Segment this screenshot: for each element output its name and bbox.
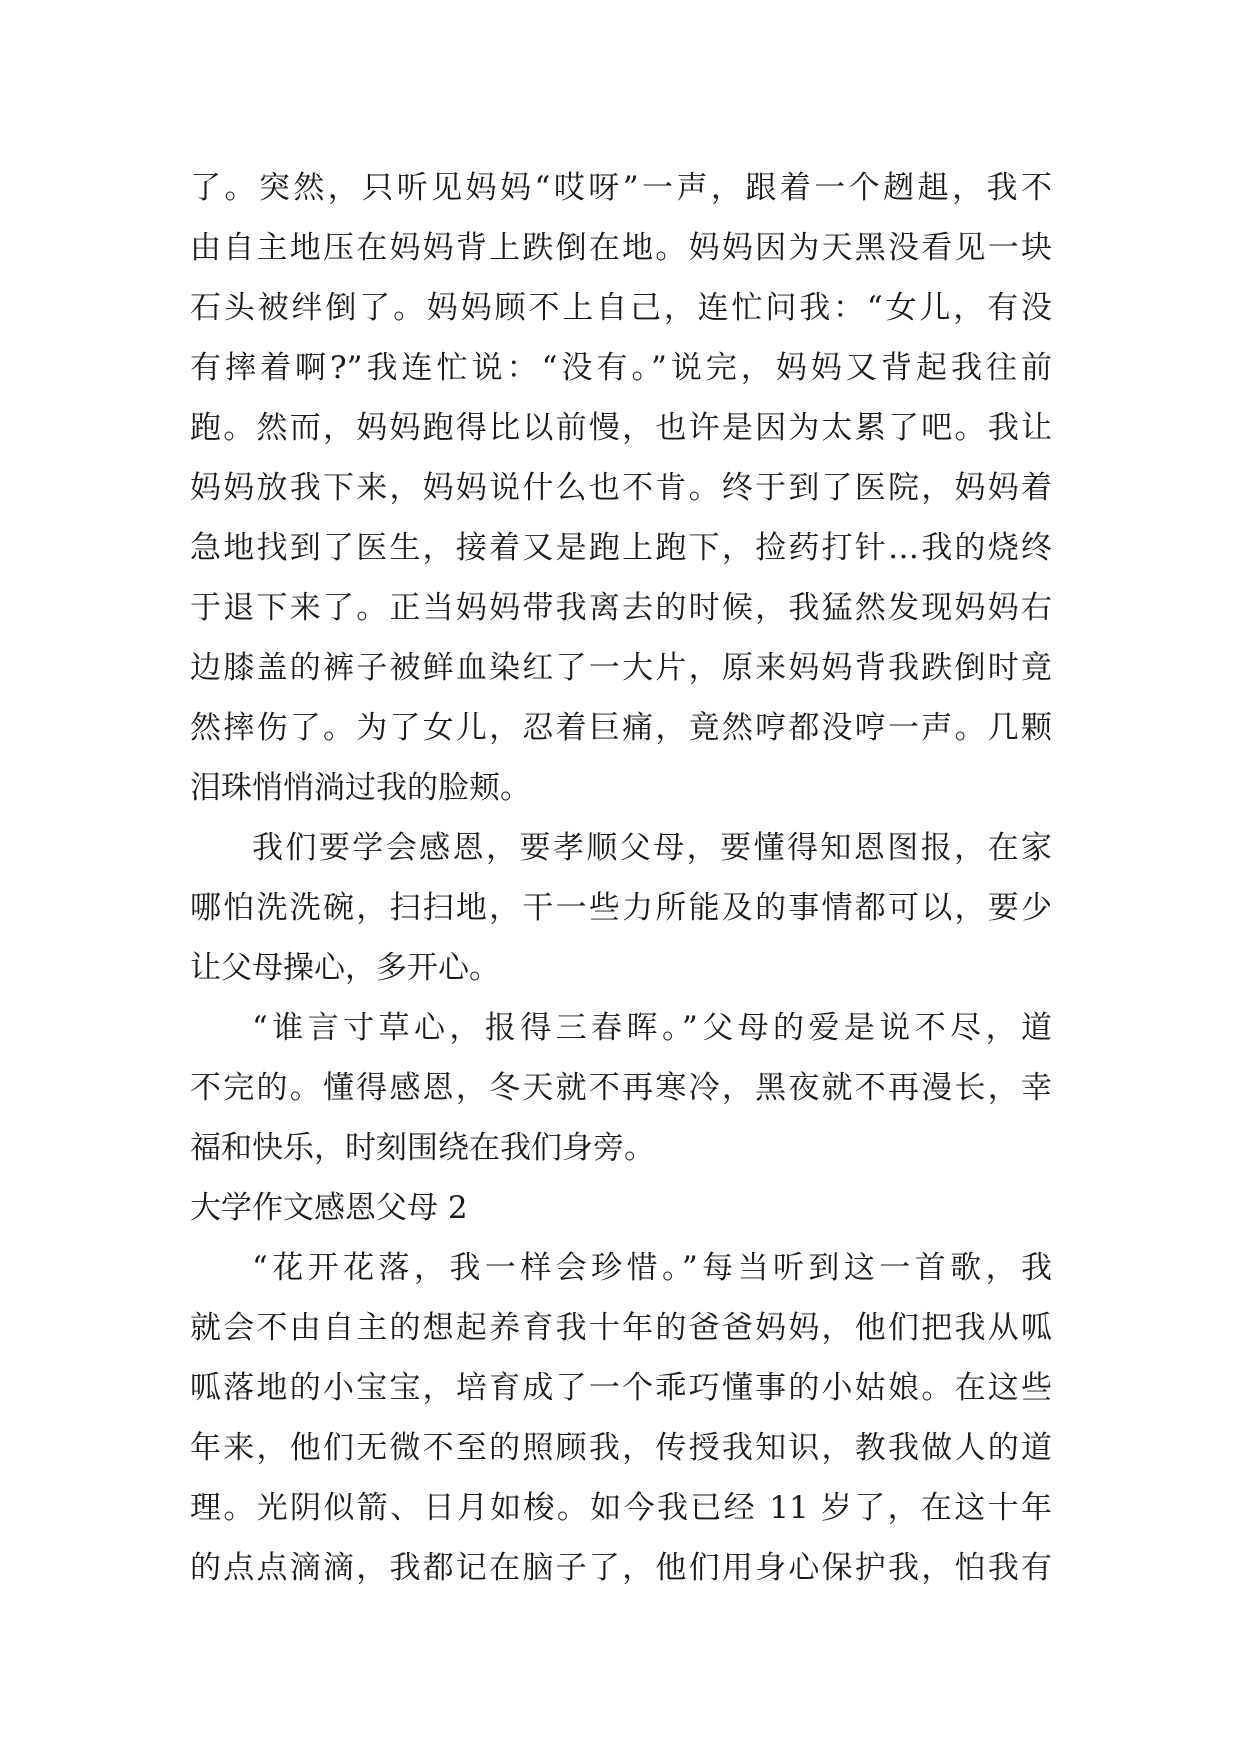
text-line: 福和快乐，时刻围绕在我们身旁。 — [190, 1130, 655, 1166]
text-line: 石头被绊倒了。妈妈顾不上自己，连忙问我：“女儿，有没 — [190, 290, 1052, 326]
text-line: 然摔伤了。为了女儿，忍着巨痛，竟然哼都没哼一声。几颗 — [190, 710, 1052, 746]
paragraph-1 — [190, 158, 1052, 818]
text-line: 我们要学会感恩，要孝顺父母，要懂得知恩图报，在家 — [252, 830, 1052, 866]
text-line: 让父母操心，多开心。 — [190, 950, 500, 986]
text-line: “谁言寸草心，报得三春晖。”父母的爱是说不尽，道 — [252, 1010, 1052, 1046]
text-line: 理。光阴似箭、日月如梭。如今我已经 11 岁了，在这十年 — [190, 1490, 1052, 1526]
paragraph-4 — [190, 1238, 1052, 1598]
text-line: 跑。然而，妈妈跑得比以前慢，也许是因为太累了吧。我让 — [190, 410, 1052, 446]
text-line: 于退下来了。正当妈妈带我离去的时候，我猛然发现妈妈右 — [190, 590, 1052, 626]
text-line: 由自主地压在妈妈背上跌倒在地。妈妈因为天黑没看见一块 — [190, 230, 1052, 266]
text-line: 年来，他们无微不至的照顾我，传授我知识，教我做人的道 — [190, 1430, 1052, 1466]
text-line: 有摔着啊?”我连忙说：“没有。”说完，妈妈又背起我往前 — [190, 350, 1052, 386]
essay-body — [190, 158, 1052, 1598]
text-line: 呱落地的小宝宝，培育成了一个乖巧懂事的小姑娘。在这些 — [190, 1370, 1052, 1406]
text-line: 不完的。懂得感恩，冬天就不再寒冷，黑夜就不再漫长，幸 — [190, 1070, 1052, 1106]
paragraph-3 — [190, 998, 1052, 1178]
text-line: 泪珠悄悄淌过我的脸颊。 — [190, 770, 531, 806]
text-line: 急地找到了医生，接着又是跑上跑下，捡药打针…我的烧终 — [190, 530, 1052, 566]
text-line: 边膝盖的裤子被鲜血染红了一大片，原来妈妈背我跌倒时竟 — [190, 650, 1052, 686]
section-heading: 大学作文感恩父母 2 — [190, 1190, 468, 1226]
text-line: 妈妈放我下来，妈妈说什么也不肯。终于到了医院，妈妈着 — [190, 470, 1052, 506]
text-line: “花开花落，我一样会珍惜。”每当听到这一首歌，我 — [252, 1250, 1052, 1286]
text-line: 哪怕洗洗碗，扫扫地，干一些力所能及的事情都可以，要少 — [190, 890, 1052, 926]
text-line: 就会不由自主的想起养育我十年的爸爸妈妈，他们把我从呱 — [190, 1310, 1052, 1346]
text-line: 了。突然，只听见妈妈“哎呀”一声，跟着一个趔趄，我不 — [190, 170, 1052, 206]
paragraph-2 — [190, 818, 1052, 998]
text-line: 的点点滴滴，我都记在脑子了，他们用身心保护我，怕我有 — [190, 1550, 1052, 1586]
